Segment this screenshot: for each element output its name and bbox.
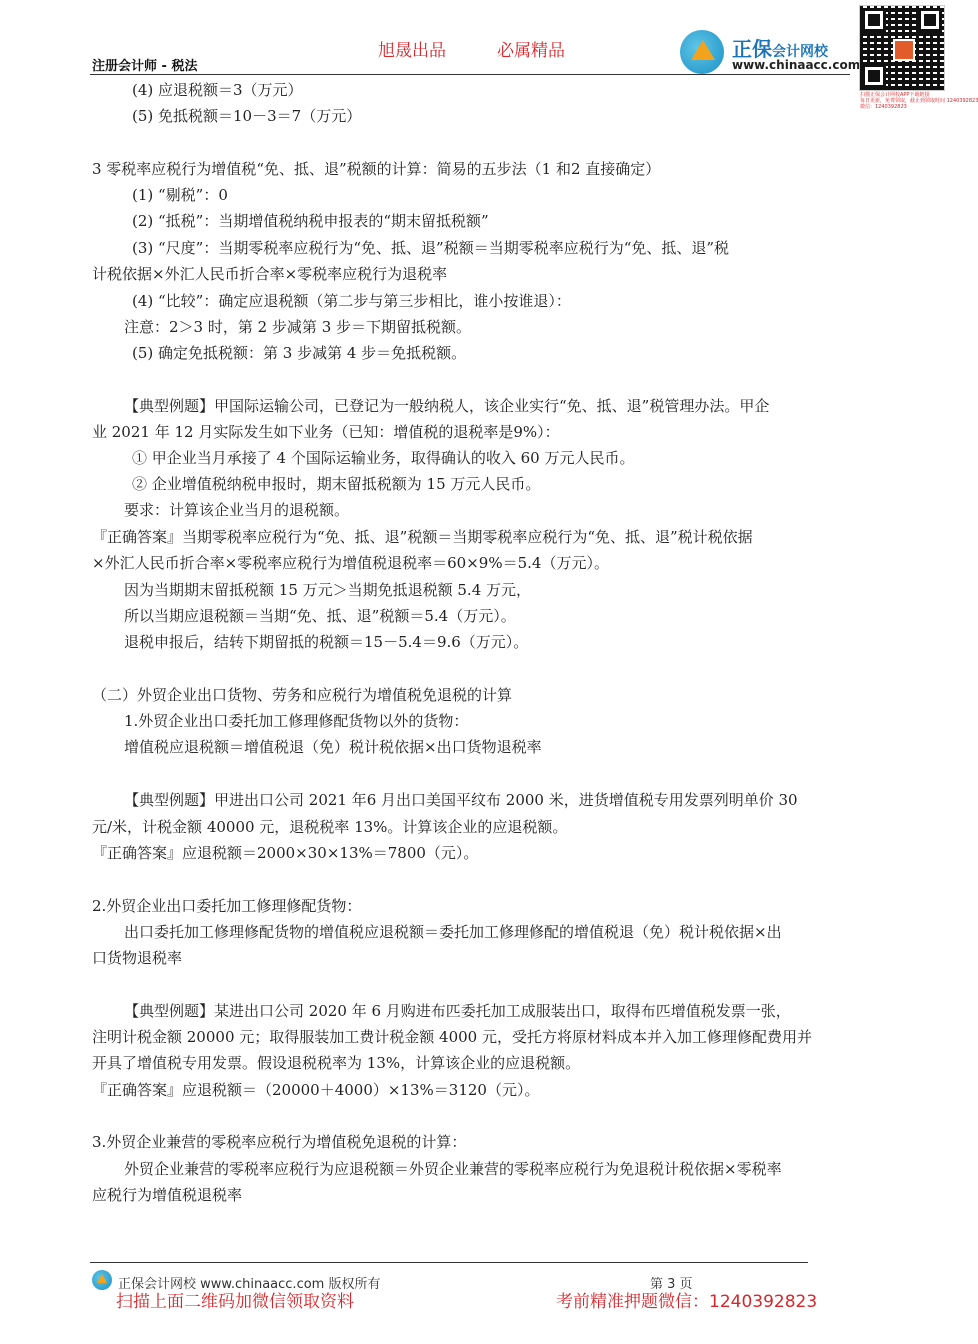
text-line: 开具了增值税专用发票。假设退税税率为 13%，计算该企业的应退税额。 [92,1054,581,1072]
text-line: (4) 应退税额＝3（万元） [132,81,303,99]
text-line: 口货物退税率 [92,949,183,967]
qr-code-icon[interactable] [860,6,944,90]
section-heading: 3.外贸企业兼营的零税率应税行为增值税免退税的计算： [92,1133,467,1151]
header-slogan-right: 必属精品 [497,41,565,61]
text-line: 元/米，计税金额 40000 元，退税税率 13%。计算该企业的应退税额。 [92,818,568,836]
header-divider [90,74,850,75]
text-line: ① 甲企业当月承接了 4 个国际运输业务，取得确认的收入 60 万元人民币。 [132,449,635,467]
text-line: 出口委托加工修理修配货物的增值税应退税额＝委托加工修理修配的增值税退（免）税计税依据×出 [124,923,782,941]
qr-center-logo-icon [893,39,915,61]
answer-heading: 『正确答案』应退税额＝（20000＋4000）×13%＝3120（元）。 [92,1081,540,1099]
section-heading: （二）外贸企业出口货物、劳务和应税行为增值税免退税的计算 [92,686,513,704]
qr-finder-icon [918,8,942,32]
example-heading: 【典型例题】某进出口公司 2020 年 6 月购进布匹委托加工成服装出口，取得布匹增值税发票一张， [124,1002,791,1020]
text-line: 注意：2＞3 时，第 2 步减第 3 步＝下期留抵税额。 [124,318,472,336]
text-line: ×外汇人民币折合率×零税率应税行为增值税退税率＝60×9%＝5.4（万元）。 [92,554,609,572]
text-line: 退税申报后，结转下期留抵的税额＝15－5.4＝9.6（万元）。 [124,633,529,651]
footer-promo-right: 考前精准押题微信：1240392823 [556,1292,818,1312]
text-line: 因为当期期末留抵税额 15 万元＞当期免抵退税额 5.4 万元， [124,581,532,599]
answer-heading: 『正确答案』当期零税率应税行为“免、抵、退”税额＝当期零税率应税行为“免、抵、退”税计税依据 [92,528,753,546]
text-line: 增值税应退税额＝增值税退（免）税计税依据×出口货物退税率 [124,738,542,756]
text-line: 业 2021 年 12 月实际发生如下业务（已知：增值税的退税率是9%）： [92,423,560,441]
section-heading: 2.外贸企业出口委托加工修理修配货物： [92,897,362,915]
text-line: 应税行为增值税退税率 [92,1186,243,1204]
header-slogan-left: 旭晟出品 [378,41,446,61]
text-line: 注明计税金额 20000 元；取得服装加工费计税金额 4000 元，受托方将原材料成本并入加工修理修配费用并 [92,1028,812,1046]
example-heading: 【典型例题】甲国际运输公司，已登记为一般纳税人，该企业实行“免、抵、退”税管理办法。甲企 [124,397,770,415]
text-line: ② 企业增值税纳税申报时，期末留抵税额为 15 万元人民币。 [132,475,541,493]
footer-copyright: 正保会计网校 www.chinaacc.com 版权所有 [118,1277,381,1292]
section-heading: 3 零税率应税行为增值税“免、抵、退”税额的计算：简易的五步法（1 和2 直接确定） [92,160,661,178]
qr-caption [860,92,978,110]
page-number: 第 3 页 [650,1277,693,1292]
brand-logo-icon [680,30,724,74]
qr-caption-line: 扫描正保会计网校APP下载链接 [860,92,930,98]
text-line: 1.外贸企业出口委托加工修理修配货物以外的货物： [124,712,469,730]
text-line: (5) 确定免抵税额：第 3 步减第 4 步＝免抵税额。 [132,344,467,362]
text-line: 所以当期应退税额＝当期“免、抵、退”税额＝5.4（万元）。 [124,607,516,625]
course-title: 注册会计师 - 税法 [92,59,198,74]
footer-logo-icon [92,1270,112,1290]
text-line: 要求：计算该企业当月的退税额。 [124,501,350,519]
qr-caption-line: 微信：1240392823 [860,104,907,110]
text-line: (4) “比较”：确定应退税额（第二步与第三步相比，谁小按谁退）： [132,292,571,310]
text-line: 计税依据×外汇人民币折合率×零税率应税行为退税率 [92,265,448,283]
brand-name-main: 正保 [732,37,772,61]
qr-finder-icon [862,64,886,88]
brand-name-sub: 会计网校 [772,44,828,60]
text-line: (3) “尺度”：当期零税率应税行为“免、抵、退”税额＝当期零税率应税行为“免、抵、退”税 [132,239,730,257]
text-line: (5) 免抵税额＝10－3＝7（万元） [132,107,362,125]
brand-url: www.chinaacc.com [732,58,861,72]
answer-heading: 『正确答案』应退税额＝2000×30×13%＝7800（元）。 [92,844,479,862]
qr-finder-icon [862,8,886,32]
example-heading: 【典型例题】甲进出口公司 2021 年6 月出口美国平纹布 2000 米，进货增值税专用发票列明单价 30 [124,791,798,809]
text-line: (2) “抵税”：当期增值税纳税申报表的“期末留抵税额” [132,212,489,230]
text-line: 外贸企业兼营的零税率应税行为应退税额＝外贸企业兼营的零税率应税行为免退税计税依据×零税率 [124,1160,782,1178]
text-line: (1) “剔税”：0 [132,186,228,204]
footer-promo-left: 扫描上面二维码加微信领取资料 [116,1292,354,1312]
qr-caption-line: 每日更新，免费领取，截止到领取时间 1240392823 [860,98,978,104]
footer-divider [90,1262,808,1263]
